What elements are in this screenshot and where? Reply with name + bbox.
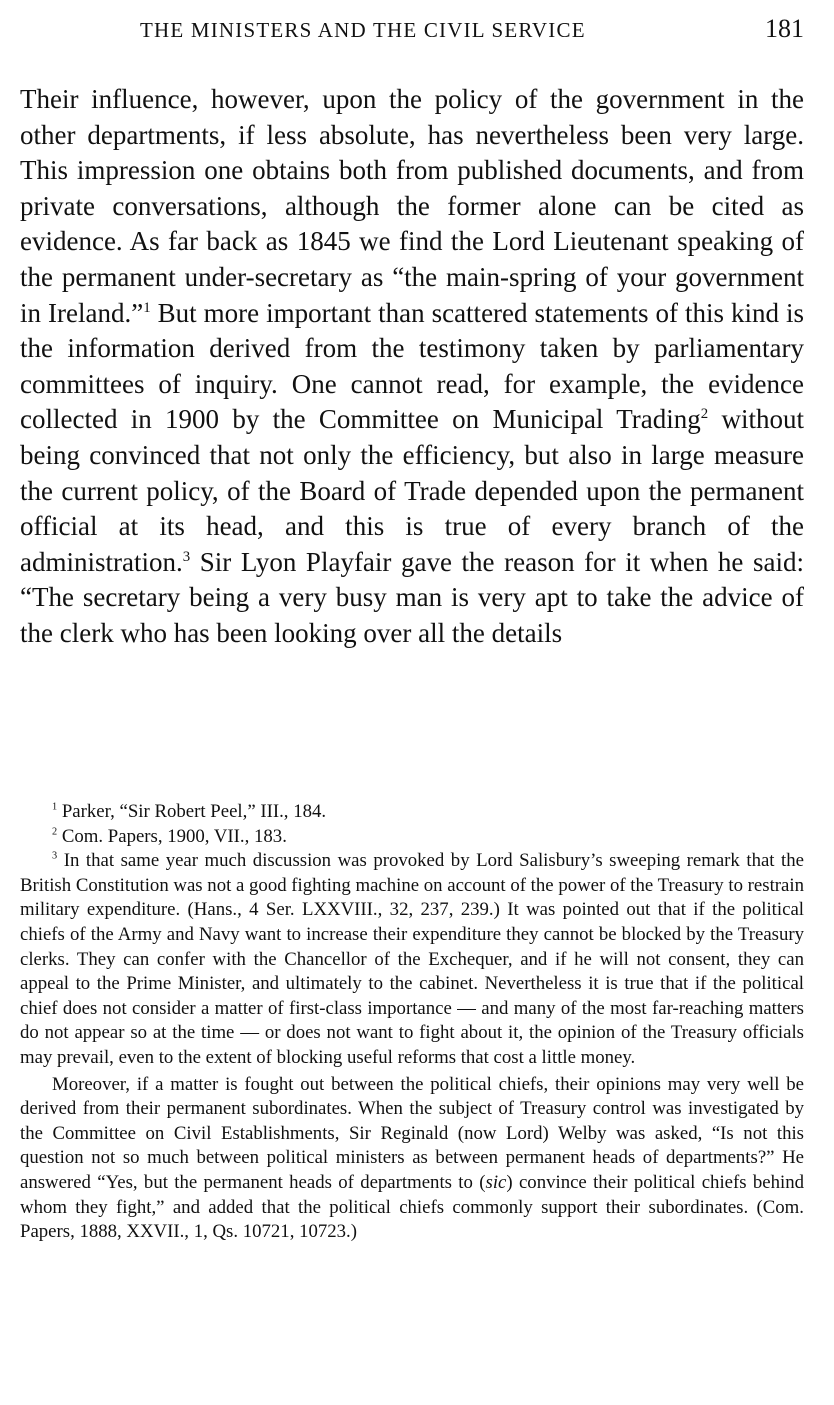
- footnote-marker: 2: [52, 826, 58, 838]
- footnote-text: Moreover, if a matter is fought out between the political chiefs, their opinions may very well be derived from their permanent subordinates. When the subject of Treasury control was investigated by the Committee on Civil Establishments, Sir Reginald (now Lord) Welby was asked, “Is not this question not so much between political ministers as between permanent heads of departments?” He answered “Yes, but the permanent heads of departments to (: [20, 1073, 804, 1193]
- footnote-ref-3: 3: [182, 548, 191, 565]
- footnote-marker: 3: [52, 850, 58, 862]
- footnote-3-continuation: [20, 1073, 804, 1245]
- page-number: 181: [765, 14, 804, 43]
- footnote-3: [20, 849, 804, 1070]
- footnotes: [20, 800, 804, 1245]
- sic-annotation: sic: [485, 1171, 507, 1193]
- footnote-marker: 1: [52, 801, 58, 813]
- running-title: THE MINISTERS AND THE CIVIL SERVICE: [140, 18, 586, 42]
- body-text-part: Their influence, however, upon the policy of the government in the other departments, if less absolute, has nevertheless been very large. This impression one obtains both from published documents, and from private conversations, although the former alone can be cited as evidence. As far back as 1845 we find the Lord Lieutenant speaking of the permanent under-secretary as “the main-spring of your government in Ireland.”: [20, 84, 804, 328]
- body-text-part: without being convinced that not only the efficiency, but also in large measure the current policy, of the Board of Trade depended upon the permanent official at its head, and this is true of every branch of the administration.: [20, 404, 804, 577]
- running-head: [20, 14, 804, 48]
- footnote-text: Parker, “Sir Robert Peel,” III., 184.: [57, 801, 327, 822]
- footnote-text: Com. Papers, 1900, VII., 183.: [57, 825, 287, 847]
- footnote-1: [20, 800, 804, 825]
- footnote-text: In that same year much discussion was provoked by Lord Salisbury’s sweeping remark that the British Constitution was not a good fighting machine on account of the power of the Treasury to restrain military expenditure. (Hans., 4 Ser. LXXVIII., 32, 237, 239.) It was pointed out that if the political chiefs of the Army and Navy want to increase their expenditure they cannot be blocked by the Treasury clerks. They can confer with the Chancellor of the Exchequer, and if he will not consent, they can appeal to the Prime Minister, and ultimately to the cabinet. Nevertheless it is true that if the political chief does not consider a matter of first-class importance — and many of the most far-reaching matters do not appear so at the time — or does not want to fight about it, the opinion of the Treasury officials may prevail, even to the extent of blocking useful reforms that cost a little money.: [20, 850, 804, 1068]
- body-text-part: But more important than scattered statements of this kind is the information derived from the testimony taken by parliamentary committees of inquiry. One cannot read, for example, the evidence collected in 1900 by the Committee on Municipal Trading: [20, 297, 805, 435]
- footnote-ref-2: 2: [700, 406, 709, 423]
- footnote-2: [20, 825, 804, 850]
- footnote-ref-1: 1: [143, 299, 151, 316]
- book-page: [20, 0, 804, 1405]
- footnote-text: ) convince their political chiefs behind whom they fight,” and added that the political chiefs commonly support their subordinates. (Com. Papers, 1888, XXVII., 1, Qs. 10721, 10723.): [20, 1171, 805, 1243]
- body-paragraph: [20, 82, 804, 652]
- body-text-part: Sir Lyon Playfair gave the reason for it when he said: “The secretary being a very busy man is very apt to take the advice of the clerk who has been looking over all the details: [20, 546, 804, 648]
